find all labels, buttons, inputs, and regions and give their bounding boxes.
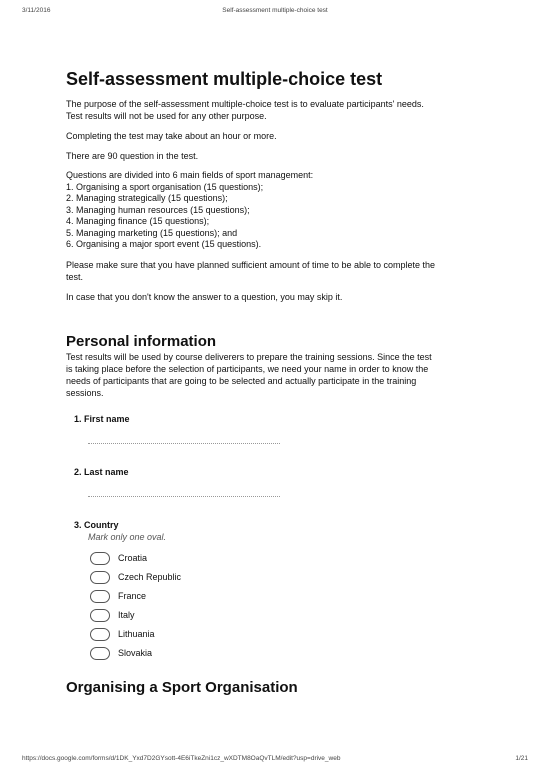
option-label: France bbox=[118, 591, 147, 601]
section-title-organising: Organising a Sport Organisation bbox=[66, 678, 298, 696]
time-note-line-1: Please make sure that you have planned sufficient amount of time to be able to complete the bbox=[66, 259, 436, 270]
first-name-field[interactable] bbox=[88, 443, 280, 444]
intro-duration: Completing the test may take about an hour or more. bbox=[66, 131, 277, 141]
question-title: 3. Country bbox=[74, 519, 119, 530]
country-option-croatia[interactable] bbox=[90, 549, 486, 568]
field-item: 4. Managing finance (15 questions); bbox=[66, 216, 210, 226]
radio-oval-icon[interactable] bbox=[90, 590, 110, 603]
country-option-slovakia[interactable] bbox=[90, 644, 486, 663]
print-url: https://docs.google.com/forms/d/1DK_Yxd7D2GYsott-4E6iTkeZni1cz_wXDTM8OaQvTLM/edit?usp=drive_web bbox=[22, 755, 341, 762]
field-item: 1. Organising a sport organisation (15 questions); bbox=[66, 181, 264, 192]
form-title: Self-assessment multiple-choice test bbox=[66, 69, 383, 89]
radio-oval-icon[interactable] bbox=[90, 571, 110, 584]
section-desc-line: is taking place before the selection of participants, we need your name in order to know the bbox=[66, 363, 429, 374]
print-date: 3/11/2016 bbox=[22, 7, 51, 14]
section-desc-line: sessions. bbox=[66, 387, 104, 398]
form-content bbox=[66, 68, 486, 697]
country-option-czech-republic[interactable] bbox=[90, 568, 486, 587]
field-item: 5. Managing marketing (15 questions); and bbox=[66, 227, 238, 238]
section-desc-personal bbox=[66, 351, 486, 399]
radio-oval-icon[interactable] bbox=[90, 647, 110, 660]
option-label: Croatia bbox=[118, 553, 148, 563]
field-item: 3. Managing human resources (15 questions); bbox=[66, 204, 250, 215]
question-title: 1. First name bbox=[74, 413, 130, 424]
field-item: 2. Managing strategically (15 questions); bbox=[66, 193, 228, 203]
fields-intro: Questions are divided into 6 main fields of sport management: bbox=[66, 170, 314, 180]
print-page-number: 1/21 bbox=[515, 755, 528, 762]
intro-question-count: There are 90 question in the test. bbox=[66, 151, 199, 161]
question-first-name bbox=[74, 413, 486, 444]
section-desc-line: needs of participants that are going to be selected and actually participate in the training bbox=[66, 375, 417, 386]
option-label: Italy bbox=[118, 610, 135, 620]
question-title: 2. Last name bbox=[74, 466, 129, 477]
print-title: Self-assessment multiple-choice test bbox=[222, 7, 328, 14]
option-label: Czech Republic bbox=[118, 572, 182, 582]
option-label: Slovakia bbox=[118, 648, 153, 658]
intro-purpose-line-2: Test results will not be used for any other purpose. bbox=[66, 111, 267, 121]
radio-oval-icon[interactable] bbox=[90, 552, 110, 565]
country-option-lithuania[interactable] bbox=[90, 625, 486, 644]
radio-oval-icon[interactable] bbox=[90, 628, 110, 641]
intro-purpose bbox=[66, 98, 486, 122]
country-option-france[interactable] bbox=[90, 587, 486, 606]
question-country bbox=[74, 519, 486, 663]
question-last-name bbox=[74, 466, 486, 497]
field-item: 6. Organising a major sport event (15 questions). bbox=[66, 239, 262, 249]
last-name-field[interactable] bbox=[88, 496, 280, 497]
intro-skip-note: In case that you don't know the answer to a question, you may skip it. bbox=[66, 291, 343, 302]
section-title-personal: Personal information bbox=[66, 332, 217, 350]
radio-oval-icon[interactable] bbox=[90, 609, 110, 622]
intro-purpose-line-1: The purpose of the self-assessment multiple-choice test is to evaluate participants' needs. bbox=[66, 99, 424, 109]
country-option-italy[interactable] bbox=[90, 606, 486, 625]
intro-time-note bbox=[66, 259, 486, 283]
option-label: Lithuania bbox=[118, 629, 155, 639]
time-note-line-2: test. bbox=[66, 271, 84, 282]
question-hint: Mark only one oval. bbox=[88, 531, 167, 542]
fields-list bbox=[66, 170, 486, 251]
section-desc-line: Test results will be used by course deliverers to prepare the training sessions. Since the test bbox=[66, 351, 432, 362]
